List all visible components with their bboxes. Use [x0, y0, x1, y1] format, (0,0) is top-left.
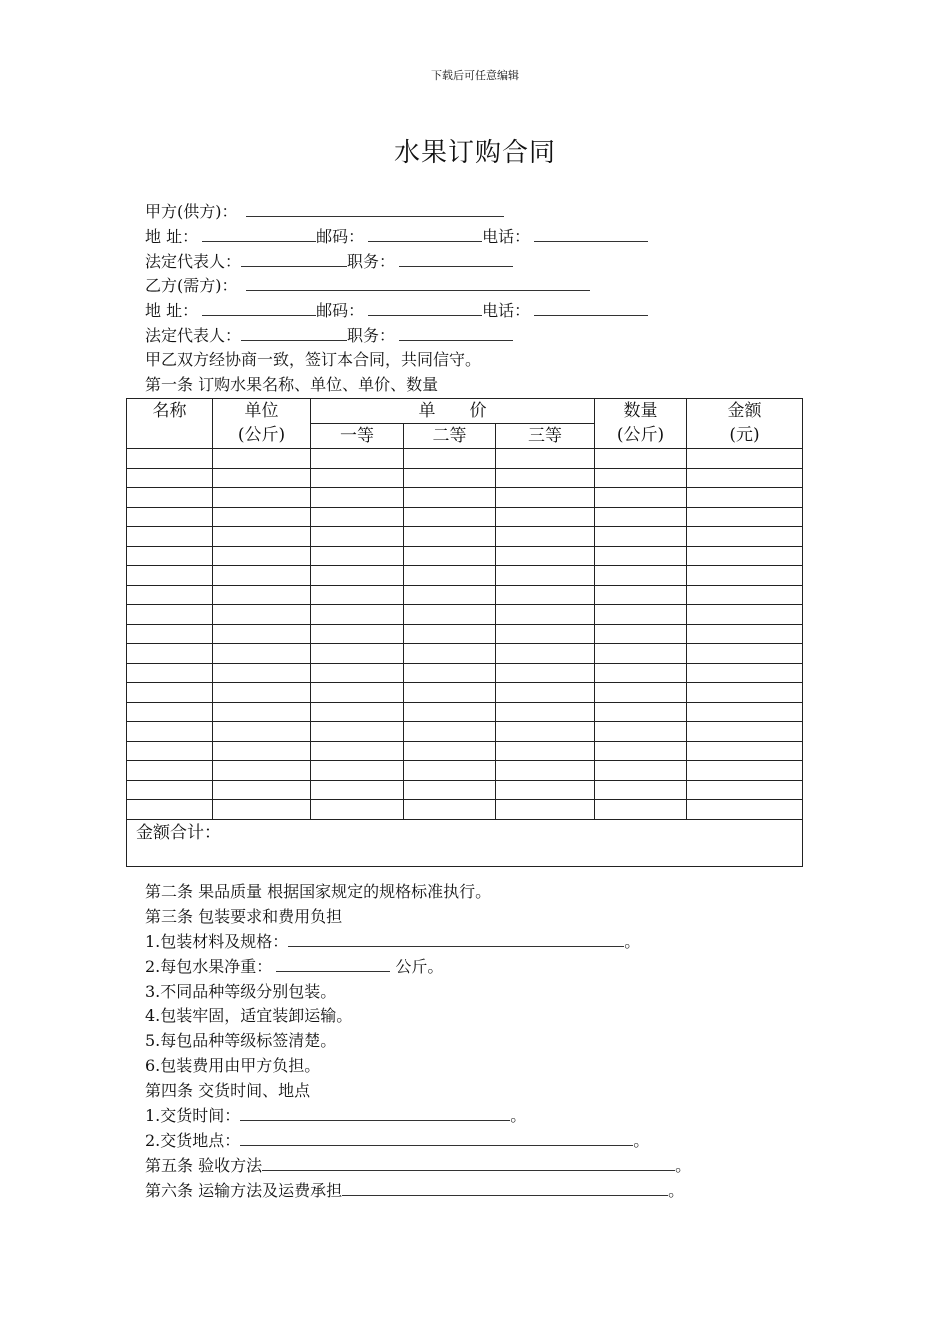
- table-cell[interactable]: [127, 800, 213, 820]
- table-cell[interactable]: [687, 663, 803, 683]
- table-cell[interactable]: [213, 449, 311, 469]
- table-cell[interactable]: [127, 449, 213, 469]
- table-cell[interactable]: [127, 507, 213, 527]
- table-cell[interactable]: [404, 585, 496, 605]
- header-qty-line1: 数量: [623, 401, 658, 421]
- order-table: [126, 398, 803, 867]
- table-cell[interactable]: [404, 605, 496, 625]
- table-cell[interactable]: [595, 605, 687, 625]
- order-table-body: [127, 449, 803, 820]
- party-b-address-line: [145, 300, 648, 322]
- table-cell[interactable]: [496, 605, 595, 625]
- table-cell[interactable]: [496, 741, 595, 761]
- article-4-item-1-label: 1.交货时间：: [145, 1106, 241, 1125]
- table-cell[interactable]: [127, 488, 213, 508]
- delivery-place-blank[interactable]: [240, 1130, 633, 1146]
- article-6: [145, 1180, 684, 1202]
- table-row: [127, 722, 803, 742]
- party-a-postcode-label: 邮码：: [316, 227, 365, 246]
- table-cell[interactable]: [311, 644, 404, 664]
- article-1-title: 第一条 订购水果名称、单位、单价、数量: [145, 375, 439, 394]
- table-cell[interactable]: [213, 800, 311, 820]
- party-a-phone-label: 电话：: [482, 227, 531, 246]
- table-cell[interactable]: [496, 683, 595, 703]
- table-cell[interactable]: [213, 722, 311, 742]
- inspection-method-blank[interactable]: [262, 1155, 675, 1171]
- table-cell[interactable]: [311, 780, 404, 800]
- article-5-label: 第五条 验收方法: [145, 1156, 263, 1175]
- table-cell[interactable]: [595, 702, 687, 722]
- table-cell[interactable]: [213, 585, 311, 605]
- table-cell[interactable]: [311, 722, 404, 742]
- table-cell[interactable]: [127, 761, 213, 781]
- table-cell[interactable]: [127, 663, 213, 683]
- party-b-line: [145, 275, 590, 297]
- table-cell[interactable]: [595, 800, 687, 820]
- table-cell[interactable]: [213, 546, 311, 566]
- table-cell[interactable]: [311, 546, 404, 566]
- table-cell[interactable]: [404, 780, 496, 800]
- table-cell[interactable]: [687, 585, 803, 605]
- article-3-item-5: 5.每包品种等级标签清楚。: [145, 1031, 337, 1050]
- table-cell[interactable]: [404, 741, 496, 761]
- header-amount: [687, 399, 803, 449]
- table-cell[interactable]: [595, 780, 687, 800]
- table-cell[interactable]: [213, 663, 311, 683]
- table-cell[interactable]: [687, 546, 803, 566]
- table-row: [127, 566, 803, 586]
- table-cell[interactable]: [687, 683, 803, 703]
- table-row: [127, 624, 803, 644]
- table-cell[interactable]: [496, 663, 595, 683]
- party-a-rep-blank[interactable]: [241, 251, 347, 267]
- table-cell[interactable]: [213, 644, 311, 664]
- table-cell[interactable]: [127, 741, 213, 761]
- party-a-blank[interactable]: [246, 201, 504, 217]
- article-3-item-2-label: 2.每包水果净重：: [145, 957, 273, 976]
- header-unit: [213, 399, 311, 449]
- delivery-time-blank[interactable]: [240, 1105, 510, 1121]
- party-b-rep-line: [145, 325, 513, 347]
- article-5: [145, 1155, 691, 1177]
- article-6-end: 。: [668, 1181, 685, 1200]
- table-row: [127, 449, 803, 469]
- article-4-item-2: [145, 1130, 649, 1152]
- article-3-item-1-end: 。: [624, 932, 641, 951]
- table-row: [127, 780, 803, 800]
- table-cell[interactable]: [595, 527, 687, 547]
- table-cell[interactable]: [595, 468, 687, 488]
- table-cell[interactable]: [496, 761, 595, 781]
- table-cell[interactable]: [127, 546, 213, 566]
- table-cell[interactable]: [213, 527, 311, 547]
- document-title: 水果订购合同: [393, 138, 556, 168]
- table-cell[interactable]: [127, 702, 213, 722]
- party-a-address-blank[interactable]: [202, 226, 316, 242]
- party-a-label: 甲方(供方)：: [145, 202, 238, 221]
- article-3-item-3: 3.不同品种等级分别包装。: [145, 982, 337, 1001]
- table-cell[interactable]: [127, 566, 213, 586]
- party-a-line: [145, 201, 504, 223]
- header-note: 下载后可任意编辑: [431, 69, 519, 82]
- table-cell[interactable]: [496, 546, 595, 566]
- table-row: [127, 702, 803, 722]
- table-row: [127, 741, 803, 761]
- table-cell[interactable]: [687, 722, 803, 742]
- table-row: [127, 644, 803, 664]
- table-cell[interactable]: [404, 546, 496, 566]
- table-row: [127, 761, 803, 781]
- table-cell[interactable]: [311, 702, 404, 722]
- table-cell[interactable]: [595, 644, 687, 664]
- party-b-phone-blank[interactable]: [534, 300, 648, 316]
- agreement-text: 甲乙双方经协商一致，签订本合同，共同信守。: [145, 350, 482, 369]
- table-cell[interactable]: [687, 800, 803, 820]
- party-a-address-label: 地 址：: [145, 227, 199, 246]
- table-cell[interactable]: [687, 468, 803, 488]
- table-cell[interactable]: [311, 527, 404, 547]
- table-cell[interactable]: [496, 468, 595, 488]
- table-cell[interactable]: [213, 741, 311, 761]
- table-cell[interactable]: [687, 527, 803, 547]
- table-cell[interactable]: [311, 663, 404, 683]
- table-row: [127, 800, 803, 820]
- table-cell[interactable]: [496, 488, 595, 508]
- table-cell[interactable]: [311, 761, 404, 781]
- table-cell[interactable]: [595, 546, 687, 566]
- party-a-phone-blank[interactable]: [534, 226, 648, 242]
- party-b-position-label: 职务：: [347, 326, 396, 345]
- table-cell[interactable]: [213, 566, 311, 586]
- table-cell[interactable]: [687, 780, 803, 800]
- table-cell[interactable]: [311, 741, 404, 761]
- table-cell[interactable]: [404, 761, 496, 781]
- party-b-phone-label: 电话：: [482, 301, 531, 320]
- party-b-postcode-label: 邮码：: [316, 301, 365, 320]
- header-qty-line2: (公斤): [616, 425, 665, 445]
- table-cell[interactable]: [687, 507, 803, 527]
- article-3-item-2: [145, 956, 443, 978]
- article-3-item-4: 4.包装牢固，适宜装卸运输。: [145, 1006, 353, 1025]
- table-cell[interactable]: [687, 449, 803, 469]
- table-cell[interactable]: [404, 722, 496, 742]
- table-cell[interactable]: [311, 507, 404, 527]
- table-cell[interactable]: [311, 585, 404, 605]
- table-cell[interactable]: [404, 644, 496, 664]
- party-b-address-blank[interactable]: [202, 300, 316, 316]
- article-3-item-1-label: 1.包装材料及规格：: [145, 932, 289, 951]
- table-row: [127, 468, 803, 488]
- table-cell[interactable]: [404, 663, 496, 683]
- table-cell[interactable]: [687, 624, 803, 644]
- table-cell[interactable]: [496, 702, 595, 722]
- table-cell[interactable]: [213, 702, 311, 722]
- header-price: 单 价: [311, 399, 595, 424]
- table-row: [127, 585, 803, 605]
- table-cell[interactable]: [127, 624, 213, 644]
- table-cell[interactable]: [213, 761, 311, 781]
- header-name: 名称: [127, 399, 213, 449]
- table-row: [127, 488, 803, 508]
- party-b-address-label: 地 址：: [145, 301, 199, 320]
- table-row: [127, 663, 803, 683]
- header-qty: [595, 399, 687, 449]
- article-5-end: 。: [675, 1156, 692, 1175]
- table-row: [127, 683, 803, 703]
- table-cell[interactable]: [595, 761, 687, 781]
- table-cell[interactable]: [496, 507, 595, 527]
- header-amount-line2: (元): [729, 425, 760, 445]
- article-4-item-1-end: 。: [510, 1106, 527, 1125]
- table-cell[interactable]: [496, 800, 595, 820]
- table-cell[interactable]: [595, 624, 687, 644]
- table-cell[interactable]: [687, 488, 803, 508]
- table-cell[interactable]: [311, 468, 404, 488]
- header-grade-1: 一等: [311, 424, 404, 449]
- table-cell[interactable]: [213, 488, 311, 508]
- party-b-blank[interactable]: [246, 275, 590, 291]
- table-cell[interactable]: [213, 468, 311, 488]
- table-cell[interactable]: [687, 702, 803, 722]
- article-3-item-2-unit: 公斤。: [390, 957, 444, 976]
- article-4-item-1: [145, 1105, 526, 1127]
- table-cell[interactable]: [311, 605, 404, 625]
- table-cell[interactable]: [496, 644, 595, 664]
- table-cell[interactable]: [213, 780, 311, 800]
- table-cell[interactable]: [311, 624, 404, 644]
- party-b-rep-label: 法定代表人：: [145, 326, 242, 345]
- article-4-item-2-label: 2.交货地点：: [145, 1131, 241, 1150]
- table-cell[interactable]: [311, 449, 404, 469]
- table-cell[interactable]: [213, 507, 311, 527]
- party-a-address-line: [145, 226, 648, 248]
- header-amount-line1: 金额: [727, 401, 762, 421]
- table-cell[interactable]: [595, 663, 687, 683]
- table-cell[interactable]: [127, 780, 213, 800]
- table-cell[interactable]: [404, 702, 496, 722]
- header-grade-3: 三等: [496, 424, 595, 449]
- table-cell[interactable]: [595, 585, 687, 605]
- net-weight-blank[interactable]: [276, 956, 390, 972]
- party-a-position-blank[interactable]: [399, 251, 513, 267]
- article-3-title: 第三条 包装要求和费用负担: [145, 907, 343, 926]
- table-cell[interactable]: [496, 566, 595, 586]
- table-cell[interactable]: [496, 449, 595, 469]
- table-cell[interactable]: [595, 722, 687, 742]
- table-cell[interactable]: [213, 605, 311, 625]
- transport-method-blank[interactable]: [342, 1180, 668, 1196]
- table-cell[interactable]: [404, 624, 496, 644]
- table-cell[interactable]: [595, 507, 687, 527]
- table-cell[interactable]: [496, 527, 595, 547]
- table-cell[interactable]: [404, 566, 496, 586]
- party-a-postcode-blank[interactable]: [368, 226, 482, 242]
- table-cell[interactable]: [404, 488, 496, 508]
- article-3-item-6: 6.包装费用由甲方负担。: [145, 1056, 321, 1075]
- table-cell[interactable]: [404, 683, 496, 703]
- table-cell[interactable]: [595, 488, 687, 508]
- table-cell[interactable]: [404, 800, 496, 820]
- table-cell[interactable]: [595, 683, 687, 703]
- table-cell[interactable]: [127, 527, 213, 547]
- table-cell[interactable]: [404, 507, 496, 527]
- article-6-label: 第六条 运输方法及运费承担: [145, 1181, 343, 1200]
- table-cell[interactable]: [311, 683, 404, 703]
- table-cell[interactable]: [213, 624, 311, 644]
- article-3-item-1: [145, 931, 640, 953]
- article-4-item-2-end: 。: [633, 1131, 650, 1150]
- total-label: 金额合计：: [136, 822, 221, 843]
- table-cell[interactable]: [127, 585, 213, 605]
- table-row: [127, 605, 803, 625]
- table-cell[interactable]: [496, 722, 595, 742]
- party-b-position-blank[interactable]: [399, 325, 513, 341]
- table-cell[interactable]: [595, 449, 687, 469]
- header-unit-line1: 单位: [244, 401, 279, 421]
- party-a-rep-label: 法定代表人：: [145, 252, 242, 271]
- table-cell[interactable]: [687, 741, 803, 761]
- table-cell[interactable]: [687, 644, 803, 664]
- table-cell[interactable]: [127, 722, 213, 742]
- party-b-postcode-blank[interactable]: [368, 300, 482, 316]
- table-cell[interactable]: [496, 624, 595, 644]
- party-a-position-label: 职务：: [347, 252, 396, 271]
- table-cell[interactable]: [311, 800, 404, 820]
- table-cell[interactable]: [687, 761, 803, 781]
- article-4-title: 第四条 交货时间、地点: [145, 1081, 311, 1100]
- table-row: [127, 527, 803, 547]
- table-cell[interactable]: [404, 468, 496, 488]
- table-cell[interactable]: [127, 644, 213, 664]
- table-cell[interactable]: [213, 683, 311, 703]
- table-row: [127, 507, 803, 527]
- article-2: 第二条 果品质量 根据国家规定的规格标准执行。: [145, 882, 492, 901]
- header-grade-2: 二等: [404, 424, 496, 449]
- table-row: [127, 546, 803, 566]
- table-cell[interactable]: [404, 449, 496, 469]
- table-cell[interactable]: [687, 566, 803, 586]
- table-cell[interactable]: [127, 683, 213, 703]
- party-b-rep-blank[interactable]: [241, 325, 347, 341]
- party-b-label: 乙方(需方)：: [145, 276, 238, 295]
- table-cell[interactable]: [496, 585, 595, 605]
- table-cell[interactable]: [595, 566, 687, 586]
- table-cell[interactable]: [311, 566, 404, 586]
- table-cell[interactable]: [127, 468, 213, 488]
- table-cell[interactable]: [687, 605, 803, 625]
- total-cell: [127, 819, 803, 866]
- table-cell[interactable]: [311, 488, 404, 508]
- table-cell[interactable]: [127, 605, 213, 625]
- table-cell[interactable]: [496, 780, 595, 800]
- party-a-rep-line: [145, 251, 513, 273]
- packing-material-blank[interactable]: [288, 931, 624, 947]
- table-cell[interactable]: [404, 527, 496, 547]
- table-cell[interactable]: [595, 741, 687, 761]
- header-unit-line2: (公斤): [237, 425, 286, 445]
